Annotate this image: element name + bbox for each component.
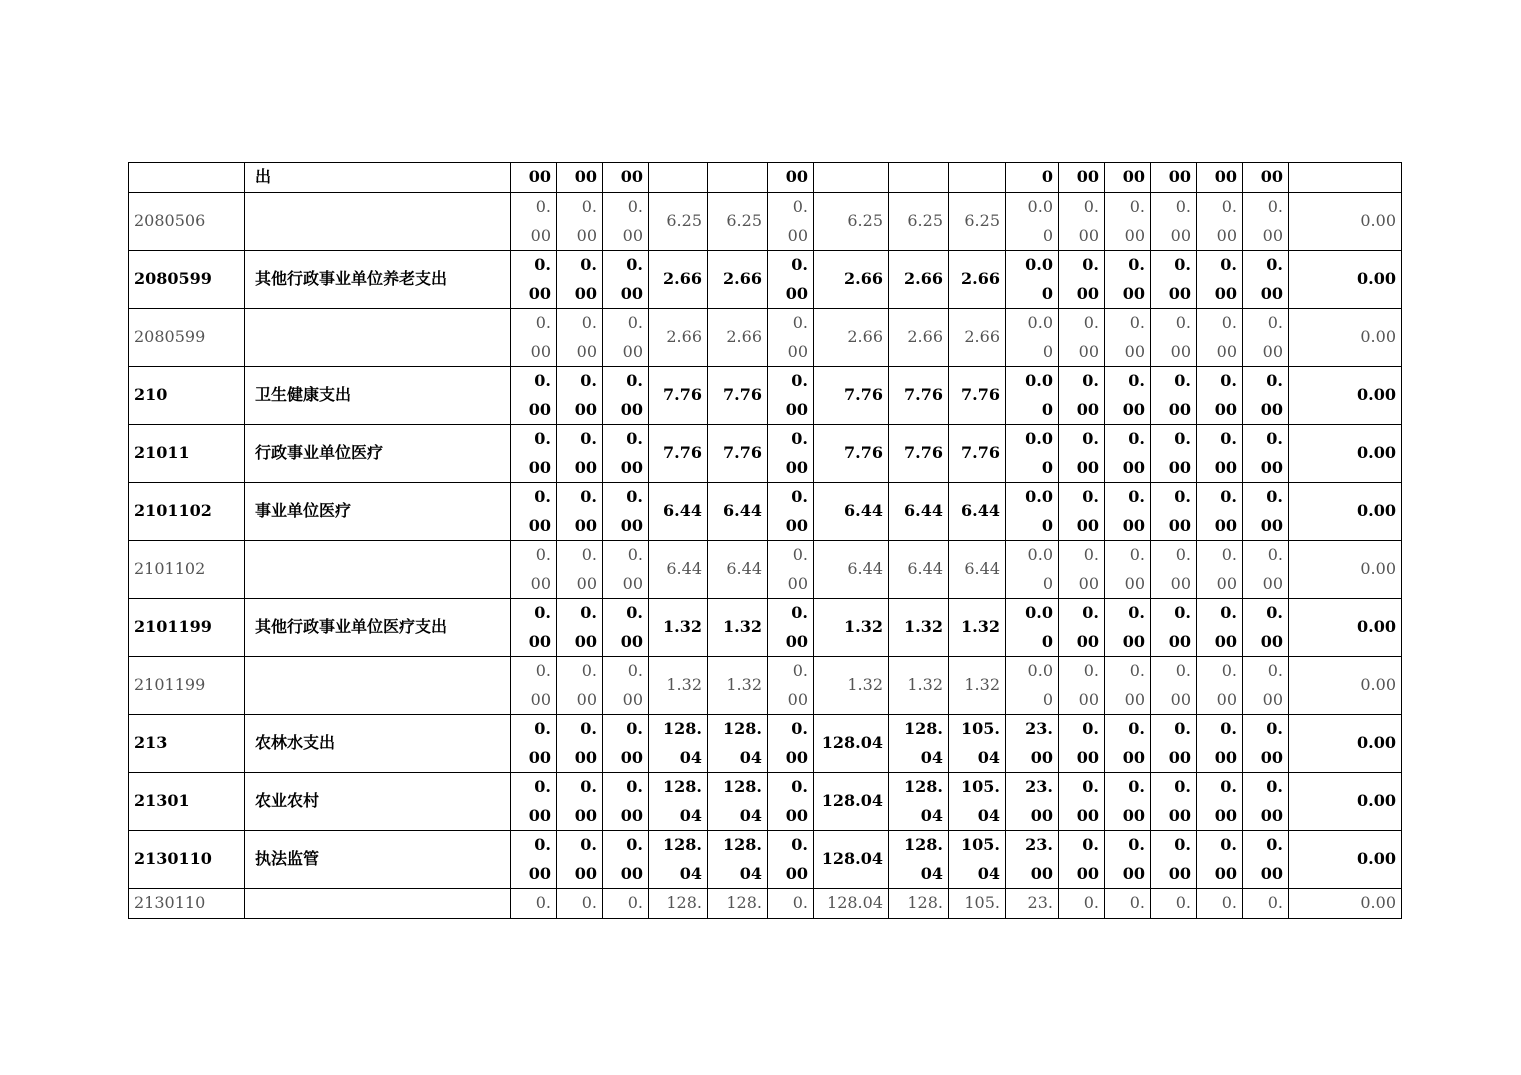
amount-cell: 6.25	[814, 193, 889, 251]
amount-cell: 0. 00	[1105, 483, 1151, 541]
amount-cell: 0.	[1151, 889, 1197, 919]
amount-cell: 0. 00	[1105, 425, 1151, 483]
amount-cell: 6.44	[889, 483, 949, 541]
amount-cell: 2.66	[889, 309, 949, 367]
amount-cell: 0. 00	[1151, 193, 1197, 251]
amount-cell: 6.44	[649, 541, 708, 599]
subject-code-cell: 21301	[129, 773, 245, 831]
amount-cell: 6.25	[649, 193, 708, 251]
amount-cell: 0. 00	[1059, 425, 1105, 483]
amount-cell: 0.00	[1289, 773, 1402, 831]
amount-cell: 7.76	[649, 425, 708, 483]
amount-cell: 0. 00	[557, 251, 603, 309]
amount-cell: 0. 00	[1197, 541, 1243, 599]
budget-table	[128, 162, 1402, 919]
amount-cell: 128. 04	[708, 715, 768, 773]
subject-code-cell: 2101199	[129, 657, 245, 715]
amount-cell: 0. 00	[1243, 715, 1289, 773]
amount-cell: 0.	[1105, 889, 1151, 919]
amount-cell: 0. 00	[1105, 831, 1151, 889]
amount-cell: 0.	[1059, 889, 1105, 919]
amount-cell: 128.	[889, 889, 949, 919]
amount-cell: 0. 00	[1243, 773, 1289, 831]
table-row	[129, 425, 1402, 483]
amount-cell: 0. 00	[1197, 251, 1243, 309]
amount-cell: 0. 00	[768, 715, 814, 773]
amount-cell: 0. 00	[511, 831, 557, 889]
amount-cell: 105. 04	[949, 773, 1006, 831]
amount-cell: 0. 00	[603, 309, 649, 367]
amount-cell: 0. 00	[1059, 541, 1105, 599]
amount-cell: 0.00	[1289, 657, 1402, 715]
amount-cell: 128. 04	[708, 773, 768, 831]
table-row	[129, 367, 1402, 425]
amount-cell: 0. 00	[1151, 367, 1197, 425]
amount-cell: 105. 04	[949, 831, 1006, 889]
amount-cell: 23. 00	[1006, 715, 1059, 773]
amount-cell: 2.66	[708, 309, 768, 367]
subject-name-cell	[245, 889, 511, 919]
amount-cell: 1.32	[949, 599, 1006, 657]
amount-cell: 23. 00	[1006, 831, 1059, 889]
amount-cell: 0. 00	[1105, 657, 1151, 715]
amount-cell: 6.44	[708, 483, 768, 541]
amount-cell: 0. 00	[1105, 541, 1151, 599]
amount-cell: 0. 00	[1197, 773, 1243, 831]
amount-cell: 0. 00	[1059, 251, 1105, 309]
amount-cell: 0.00	[1289, 251, 1402, 309]
amount-cell: 0.00	[1289, 889, 1402, 919]
amount-cell: 0. 00	[768, 831, 814, 889]
amount-cell: 128. 04	[649, 715, 708, 773]
amount-cell: 0. 00	[1059, 193, 1105, 251]
amount-cell: 0. 00	[557, 309, 603, 367]
amount-cell	[708, 163, 768, 193]
amount-cell: 0. 00	[557, 831, 603, 889]
amount-cell: 1.32	[649, 599, 708, 657]
amount-cell: 0.	[768, 889, 814, 919]
amount-cell: 0.00	[1289, 541, 1402, 599]
amount-cell: 0. 00	[1197, 193, 1243, 251]
table-body	[129, 163, 1402, 919]
table-row	[129, 163, 1402, 193]
amount-cell: 2.66	[708, 251, 768, 309]
amount-cell: 0. 00	[1059, 715, 1105, 773]
amount-cell: 0. 00	[1243, 251, 1289, 309]
amount-cell: 0. 00	[603, 425, 649, 483]
amount-cell: 0.00	[1289, 367, 1402, 425]
amount-cell: 2.66	[949, 251, 1006, 309]
amount-cell: 00	[1059, 163, 1105, 193]
amount-cell	[814, 163, 889, 193]
amount-cell: 0. 00	[768, 483, 814, 541]
subject-code-cell: 2130110	[129, 831, 245, 889]
amount-cell: 0. 00	[1243, 831, 1289, 889]
amount-cell: 0.00	[1289, 831, 1402, 889]
amount-cell: 0. 00	[1151, 715, 1197, 773]
amount-cell: 0. 00	[1151, 309, 1197, 367]
amount-cell: 0. 00	[557, 425, 603, 483]
amount-cell: 128.04	[814, 889, 889, 919]
amount-cell: 0. 00	[511, 657, 557, 715]
amount-cell: 128. 04	[889, 773, 949, 831]
subject-name-cell: 出	[245, 163, 511, 193]
amount-cell: 0. 00	[603, 367, 649, 425]
amount-cell: 7.76	[814, 425, 889, 483]
amount-cell: 0. 00	[511, 715, 557, 773]
amount-cell: 00	[557, 163, 603, 193]
amount-cell: 0.	[1243, 889, 1289, 919]
amount-cell: 0. 00	[511, 251, 557, 309]
amount-cell: 2.66	[949, 309, 1006, 367]
amount-cell: 0. 00	[768, 367, 814, 425]
amount-cell: 0. 00	[1243, 599, 1289, 657]
amount-cell: 0	[1006, 163, 1059, 193]
subject-code-cell	[129, 163, 245, 193]
amount-cell: 0. 00	[768, 541, 814, 599]
amount-cell: 0. 00	[1151, 773, 1197, 831]
amount-cell: 0. 00	[1243, 483, 1289, 541]
amount-cell: 0. 00	[1105, 251, 1151, 309]
amount-cell: 2.66	[889, 251, 949, 309]
table-row	[129, 193, 1402, 251]
amount-cell: 0.0 0	[1006, 251, 1059, 309]
amount-cell	[649, 163, 708, 193]
amount-cell: 1.32	[649, 657, 708, 715]
amount-cell: 0. 00	[557, 773, 603, 831]
amount-cell: 0. 00	[1105, 367, 1151, 425]
amount-cell: 0.	[603, 889, 649, 919]
amount-cell: 00	[1197, 163, 1243, 193]
amount-cell: 128.04	[814, 773, 889, 831]
subject-name-cell: 事业单位医疗	[245, 483, 511, 541]
amount-cell: 6.44	[649, 483, 708, 541]
amount-cell: 0.	[557, 889, 603, 919]
amount-cell	[889, 163, 949, 193]
amount-cell: 128. 04	[889, 831, 949, 889]
amount-cell: 0. 00	[1151, 831, 1197, 889]
amount-cell: 0. 00	[1243, 425, 1289, 483]
amount-cell: 128.	[649, 889, 708, 919]
amount-cell: 0. 00	[511, 193, 557, 251]
subject-name-cell	[245, 309, 511, 367]
amount-cell: 0.	[1197, 889, 1243, 919]
amount-cell: 6.25	[949, 193, 1006, 251]
amount-cell: 2.66	[649, 309, 708, 367]
amount-cell: 0. 00	[1197, 715, 1243, 773]
amount-cell: 6.44	[949, 483, 1006, 541]
amount-cell: 1.32	[889, 657, 949, 715]
amount-cell: 0. 00	[768, 425, 814, 483]
amount-cell: 7.76	[889, 367, 949, 425]
subject-name-cell	[245, 541, 511, 599]
amount-cell: 128. 04	[649, 773, 708, 831]
amount-cell: 00	[603, 163, 649, 193]
subject-name-cell: 其他行政事业单位医疗支出	[245, 599, 511, 657]
amount-cell: 6.44	[814, 483, 889, 541]
amount-cell: 6.44	[708, 541, 768, 599]
table-row	[129, 831, 1402, 889]
amount-cell: 1.32	[814, 657, 889, 715]
amount-cell: 0. 00	[557, 599, 603, 657]
amount-cell: 105. 04	[949, 715, 1006, 773]
table-row	[129, 715, 1402, 773]
amount-cell: 0. 00	[1243, 541, 1289, 599]
subject-code-cell: 2101102	[129, 541, 245, 599]
subject-code-cell: 21011	[129, 425, 245, 483]
amount-cell: 0.00	[1289, 715, 1402, 773]
subject-code-cell: 2080599	[129, 251, 245, 309]
subject-name-cell	[245, 657, 511, 715]
amount-cell: 0. 00	[511, 367, 557, 425]
amount-cell: 105.	[949, 889, 1006, 919]
amount-cell: 0. 00	[1197, 367, 1243, 425]
amount-cell: 0.0 0	[1006, 193, 1059, 251]
amount-cell: 0. 00	[511, 599, 557, 657]
amount-cell: 0. 00	[603, 541, 649, 599]
amount-cell: 0.00	[1289, 483, 1402, 541]
amount-cell: 0. 00	[603, 773, 649, 831]
subject-name-cell: 卫生健康支出	[245, 367, 511, 425]
subject-code-cell: 2101102	[129, 483, 245, 541]
amount-cell: 0. 00	[1105, 193, 1151, 251]
amount-cell: 1.32	[814, 599, 889, 657]
amount-cell: 0. 00	[768, 599, 814, 657]
table-row	[129, 251, 1402, 309]
amount-cell: 0.00	[1289, 599, 1402, 657]
amount-cell: 0. 00	[1197, 483, 1243, 541]
amount-cell: 0. 00	[1105, 773, 1151, 831]
amount-cell: 00	[768, 163, 814, 193]
table-row	[129, 889, 1402, 919]
amount-cell: 0.	[511, 889, 557, 919]
amount-cell: 0. 00	[1059, 367, 1105, 425]
amount-cell: 7.76	[889, 425, 949, 483]
amount-cell: 0. 00	[1059, 309, 1105, 367]
amount-cell: 0. 00	[1243, 367, 1289, 425]
amount-cell: 0.0 0	[1006, 425, 1059, 483]
amount-cell: 7.76	[708, 425, 768, 483]
amount-cell: 0. 00	[511, 483, 557, 541]
amount-cell: 2.66	[649, 251, 708, 309]
amount-cell: 0. 00	[1243, 309, 1289, 367]
amount-cell: 0. 00	[511, 425, 557, 483]
amount-cell: 6.44	[949, 541, 1006, 599]
amount-cell: 0.0 0	[1006, 309, 1059, 367]
subject-code-cell: 213	[129, 715, 245, 773]
amount-cell: 128.	[708, 889, 768, 919]
amount-cell: 1.32	[949, 657, 1006, 715]
amount-cell: 0. 00	[557, 367, 603, 425]
amount-cell: 6.25	[708, 193, 768, 251]
amount-cell: 0. 00	[557, 715, 603, 773]
subject-code-cell: 2080506	[129, 193, 245, 251]
amount-cell: 1.32	[708, 657, 768, 715]
amount-cell: 0. 00	[603, 657, 649, 715]
amount-cell: 0. 00	[557, 193, 603, 251]
amount-cell: 0. 00	[1059, 483, 1105, 541]
amount-cell: 0. 00	[1151, 251, 1197, 309]
amount-cell: 00	[1105, 163, 1151, 193]
amount-cell: 6.44	[814, 541, 889, 599]
amount-cell: 0. 00	[1197, 657, 1243, 715]
table-row	[129, 309, 1402, 367]
amount-cell: 7.76	[949, 367, 1006, 425]
amount-cell: 1.32	[889, 599, 949, 657]
amount-cell: 0. 00	[557, 657, 603, 715]
amount-cell: 00	[1151, 163, 1197, 193]
amount-cell: 0.0 0	[1006, 367, 1059, 425]
amount-cell: 0.0 0	[1006, 483, 1059, 541]
amount-cell: 0. 00	[603, 715, 649, 773]
subject-code-cell: 2080599	[129, 309, 245, 367]
amount-cell: 0. 00	[768, 773, 814, 831]
amount-cell: 0.00	[1289, 193, 1402, 251]
amount-cell: 23. 00	[1006, 773, 1059, 831]
amount-cell: 0. 00	[768, 309, 814, 367]
amount-cell: 0. 00	[1059, 599, 1105, 657]
table-row	[129, 541, 1402, 599]
amount-cell: 0. 00	[1059, 831, 1105, 889]
amount-cell: 7.76	[708, 367, 768, 425]
amount-cell: 128.04	[814, 715, 889, 773]
amount-cell: 0. 00	[511, 773, 557, 831]
amount-cell: 0.00	[1289, 425, 1402, 483]
amount-cell: 0.0 0	[1006, 541, 1059, 599]
amount-cell: 0. 00	[1151, 657, 1197, 715]
amount-cell: 0. 00	[603, 483, 649, 541]
amount-cell: 0. 00	[603, 251, 649, 309]
amount-cell: 6.25	[889, 193, 949, 251]
amount-cell: 0. 00	[1105, 309, 1151, 367]
amount-cell: 0. 00	[1197, 425, 1243, 483]
subject-code-cell: 2130110	[129, 889, 245, 919]
amount-cell: 0. 00	[603, 599, 649, 657]
amount-cell: 2.66	[814, 309, 889, 367]
amount-cell: 0. 00	[1197, 599, 1243, 657]
amount-cell: 0. 00	[557, 541, 603, 599]
amount-cell: 0. 00	[511, 309, 557, 367]
amount-cell: 0. 00	[1059, 773, 1105, 831]
subject-name-cell: 农业农村	[245, 773, 511, 831]
amount-cell: 128.04	[814, 831, 889, 889]
table-row	[129, 599, 1402, 657]
amount-cell: 0. 00	[1197, 309, 1243, 367]
subject-code-cell: 210	[129, 367, 245, 425]
amount-cell: 00	[1243, 163, 1289, 193]
amount-cell: 0. 00	[603, 193, 649, 251]
amount-cell: 1.32	[708, 599, 768, 657]
subject-name-cell: 行政事业单位医疗	[245, 425, 511, 483]
table-row	[129, 483, 1402, 541]
amount-cell	[1289, 163, 1402, 193]
subject-code-cell: 2101199	[129, 599, 245, 657]
amount-cell: 128. 04	[708, 831, 768, 889]
amount-cell: 7.76	[814, 367, 889, 425]
subject-name-cell: 其他行政事业单位养老支出	[245, 251, 511, 309]
amount-cell: 128. 04	[889, 715, 949, 773]
amount-cell: 0. 00	[603, 831, 649, 889]
amount-cell: 23.	[1006, 889, 1059, 919]
amount-cell: 2.66	[814, 251, 889, 309]
amount-cell: 0. 00	[557, 483, 603, 541]
amount-cell: 0. 00	[1151, 541, 1197, 599]
table-row	[129, 657, 1402, 715]
amount-cell: 0.0 0	[1006, 599, 1059, 657]
subject-name-cell	[245, 193, 511, 251]
subject-name-cell: 农林水支出	[245, 715, 511, 773]
amount-cell: 0. 00	[1105, 715, 1151, 773]
amount-cell: 0.0 0	[1006, 657, 1059, 715]
amount-cell: 00	[511, 163, 557, 193]
amount-cell: 0. 00	[768, 193, 814, 251]
amount-cell: 0. 00	[1197, 831, 1243, 889]
amount-cell: 0. 00	[1243, 657, 1289, 715]
amount-cell: 0. 00	[511, 541, 557, 599]
amount-cell: 0. 00	[1059, 657, 1105, 715]
amount-cell: 6.44	[889, 541, 949, 599]
amount-cell: 128. 04	[649, 831, 708, 889]
amount-cell: 0. 00	[1243, 193, 1289, 251]
amount-cell: 0. 00	[768, 251, 814, 309]
amount-cell	[949, 163, 1006, 193]
amount-cell: 0. 00	[1151, 425, 1197, 483]
amount-cell: 0. 00	[1151, 599, 1197, 657]
amount-cell: 0. 00	[1105, 599, 1151, 657]
subject-name-cell: 执法监管	[245, 831, 511, 889]
amount-cell: 7.76	[949, 425, 1006, 483]
amount-cell: 7.76	[649, 367, 708, 425]
amount-cell: 0.00	[1289, 309, 1402, 367]
amount-cell: 0. 00	[1151, 483, 1197, 541]
table-row	[129, 773, 1402, 831]
amount-cell: 0. 00	[768, 657, 814, 715]
